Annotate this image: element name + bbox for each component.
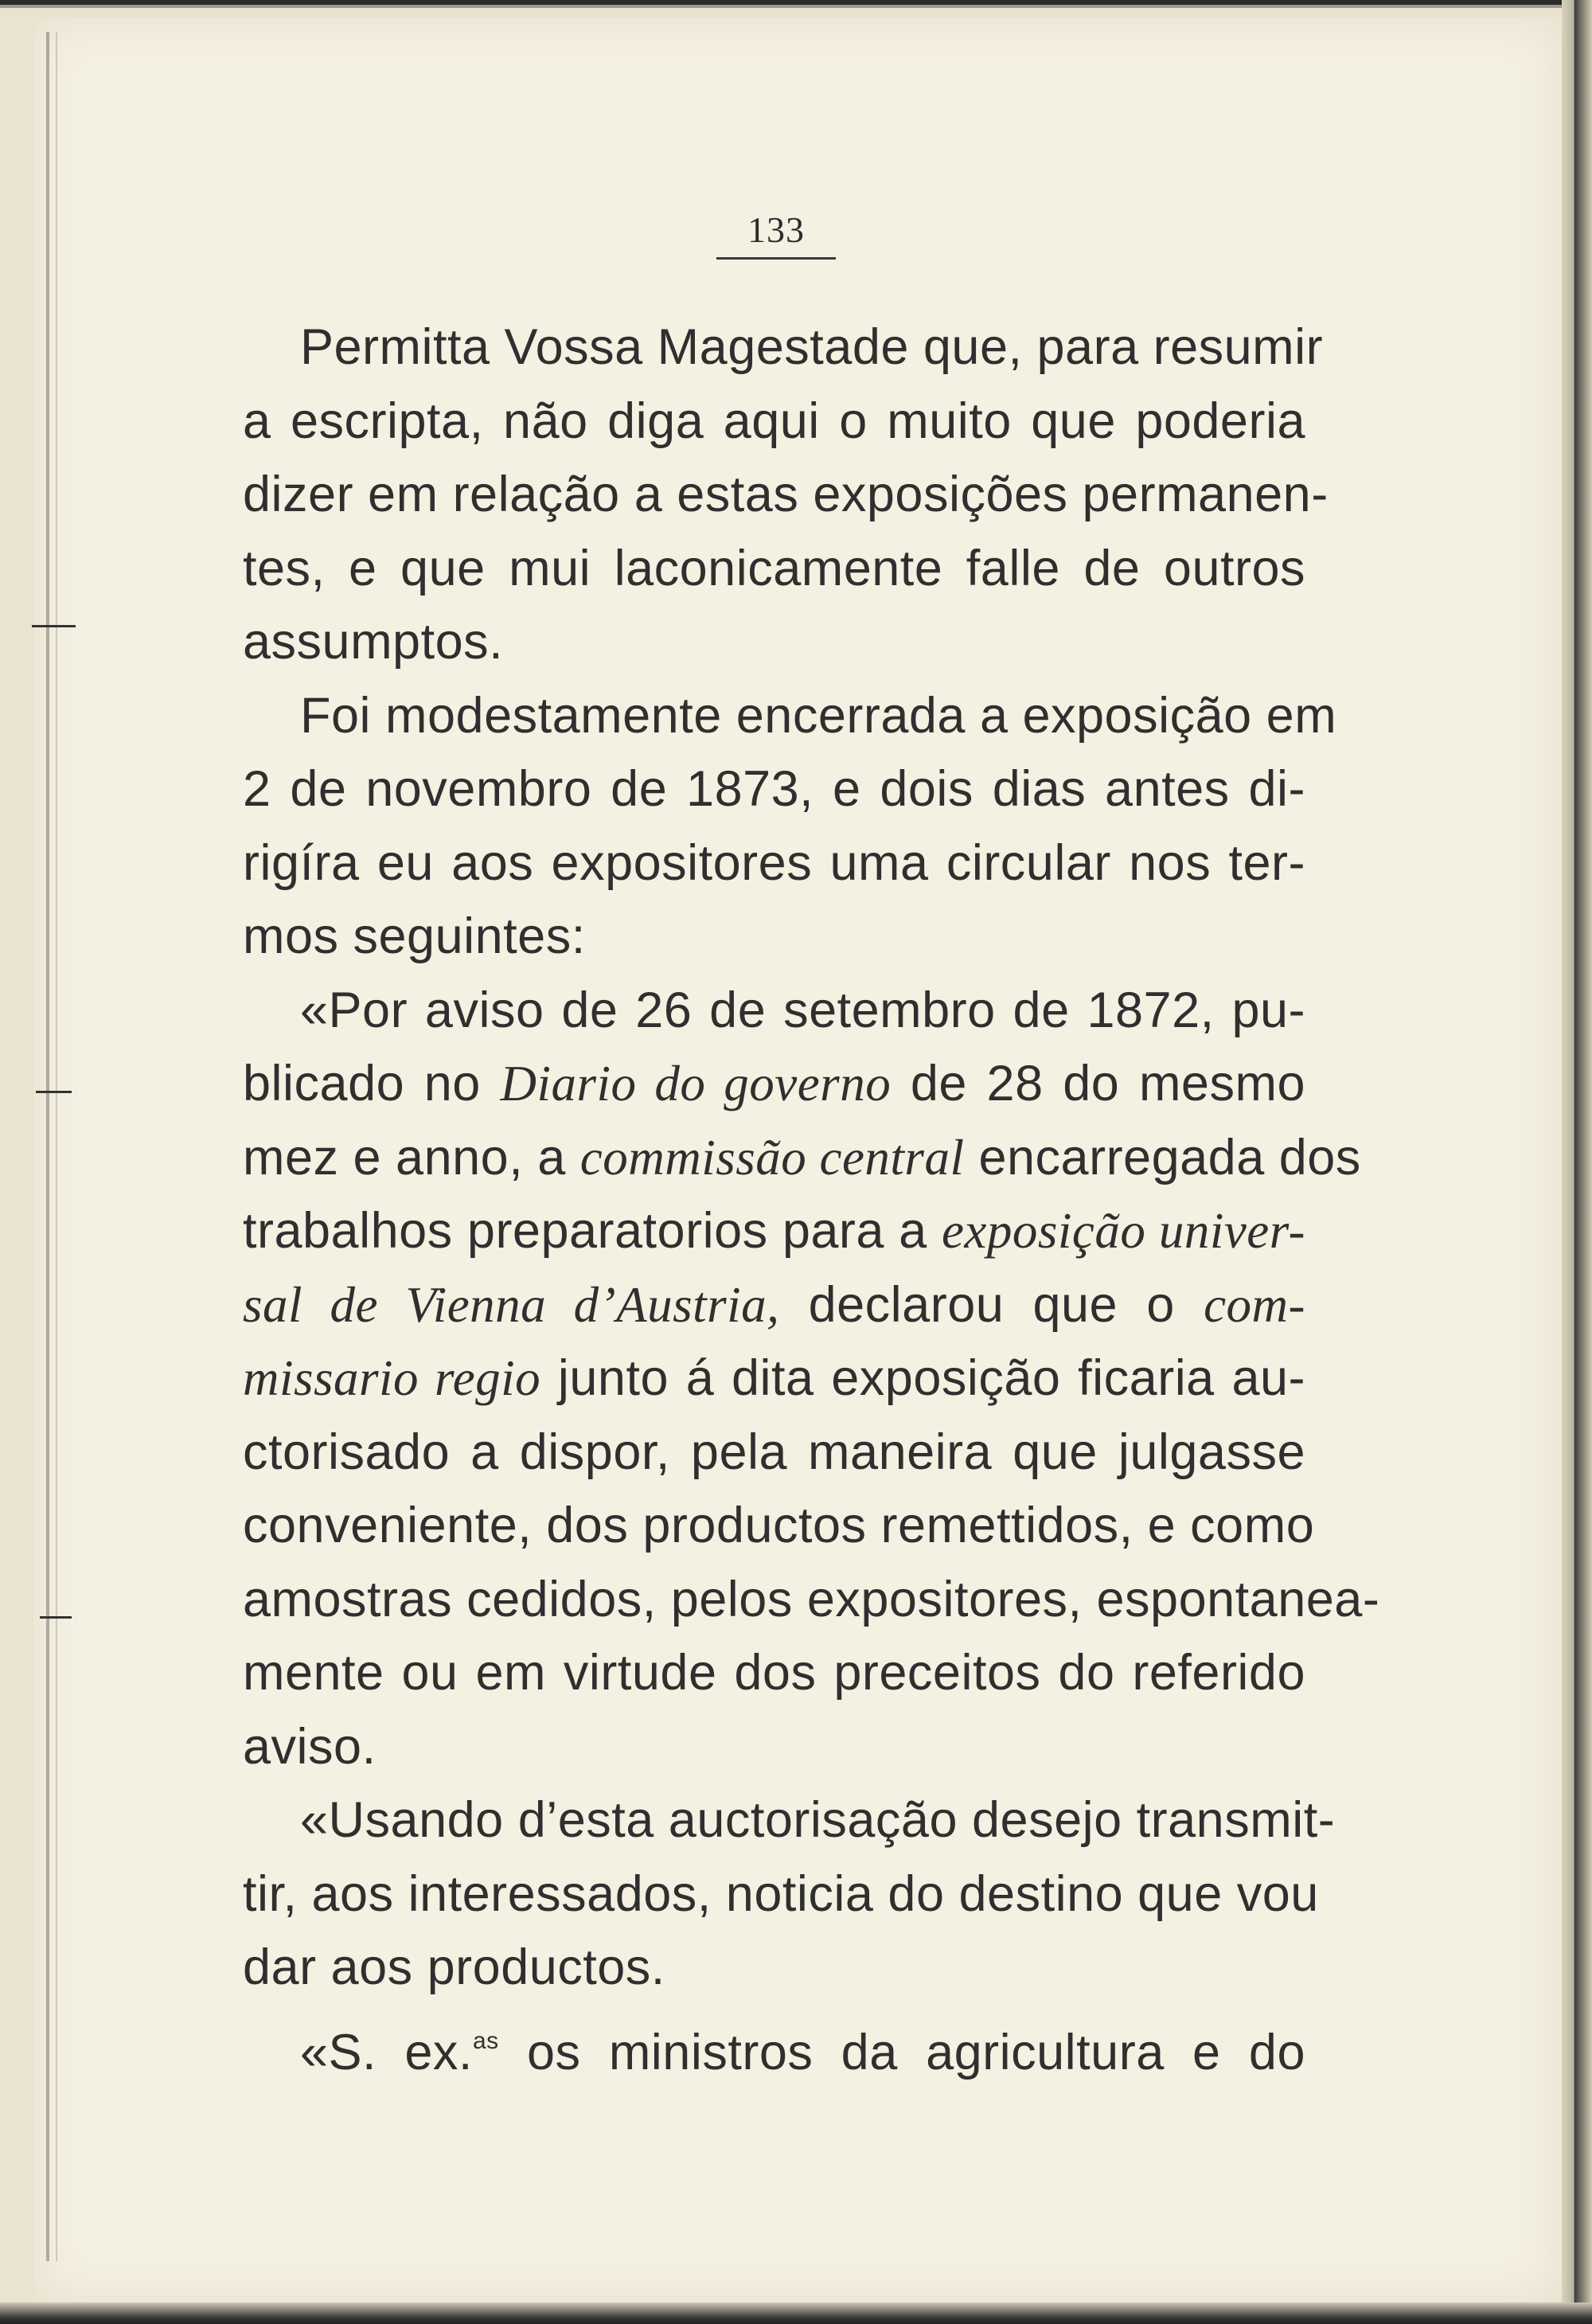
text-run: «S. ex. bbox=[300, 2024, 473, 2080]
text-run: «Por aviso de 26 de setembro de 1872, pu- bbox=[300, 982, 1305, 1038]
binding-rule-inner bbox=[56, 32, 57, 2261]
text-line bbox=[243, 605, 1305, 679]
text-run: «Usando d’esta auctorisação desejo transmit- bbox=[300, 1792, 1336, 1848]
text-line bbox=[243, 1563, 1380, 1637]
text-line bbox=[243, 1194, 1305, 1268]
text-line bbox=[243, 2005, 1305, 2079]
text-run: de 28 do mesmo bbox=[891, 1056, 1305, 1111]
text-line bbox=[243, 1710, 1305, 1784]
text-line bbox=[243, 1416, 1305, 1490]
text-line bbox=[243, 311, 1324, 385]
text-line bbox=[243, 1489, 1315, 1563]
text-run: conveniente, dos productos remettidos, e como bbox=[243, 1498, 1315, 1553]
page-number: 133 bbox=[747, 209, 805, 250]
text-line bbox=[243, 1121, 1361, 1195]
text-run: blicado no bbox=[243, 1056, 501, 1111]
text-run: a escripta, não diga aqui o muito que poderia bbox=[243, 393, 1305, 449]
text-run: tes, e que mui laconicamente falle de outros bbox=[243, 540, 1305, 596]
text-line bbox=[243, 532, 1305, 606]
binding-stitch-mark bbox=[36, 1091, 72, 1093]
text-run: Permitta Vossa Magestade que, para resumir bbox=[300, 319, 1324, 375]
text-run: declarou que o bbox=[779, 1276, 1204, 1333]
text-run: tir, aos interessados, noticia do destino que vou bbox=[243, 1865, 1319, 1922]
text-run: 2 de novembro de 1873, e dois dias antes di- bbox=[243, 761, 1305, 817]
italic-text: exposição univer- bbox=[941, 1203, 1306, 1259]
italic-text: sal de Vienna d’Austria, bbox=[243, 1276, 780, 1333]
text-run: os ministros da agricultura e do bbox=[498, 2024, 1306, 2080]
text-line bbox=[243, 1636, 1305, 1710]
text-run: mos seguintes: bbox=[243, 908, 586, 964]
text-line bbox=[243, 1342, 1305, 1416]
text-run: trabalhos preparatorios para a bbox=[243, 1203, 942, 1259]
header-rule bbox=[716, 257, 836, 260]
text-line bbox=[243, 752, 1305, 826]
text-line bbox=[243, 458, 1329, 532]
text-run: encarregada dos bbox=[964, 1129, 1361, 1185]
italic-text: Diario do governo bbox=[500, 1056, 892, 1111]
binding-rule bbox=[46, 32, 49, 2261]
text-run: mente ou em virtude dos preceitos do referido bbox=[243, 1645, 1305, 1701]
text-line bbox=[243, 1931, 1305, 2005]
binding-stitch-mark bbox=[40, 1616, 72, 1619]
text-run: ctorisado a dispor, pela maneira que julgasse bbox=[243, 1424, 1305, 1480]
text-line bbox=[243, 826, 1305, 900]
text-run: assumptos. bbox=[243, 614, 504, 670]
text-run: amostras cedidos, pelos expositores, espontanea- bbox=[243, 1571, 1380, 1627]
page-header bbox=[716, 209, 836, 260]
text-run: aviso. bbox=[243, 1718, 377, 1775]
binding-stitch-mark bbox=[32, 625, 76, 627]
text-line bbox=[243, 1047, 1305, 1121]
text-line bbox=[243, 1783, 1336, 1857]
page-right-edge bbox=[1562, 0, 1592, 2324]
text-run: dar aos productos. bbox=[243, 1939, 665, 1995]
body-text bbox=[243, 311, 1380, 2080]
text-line bbox=[243, 385, 1305, 459]
text-run: dizer em relação a estas exposições permanen- bbox=[243, 467, 1329, 522]
text-run: mez e anno, a bbox=[243, 1129, 580, 1185]
text-line bbox=[243, 974, 1305, 1048]
text-run: rigíra eu aos expositores uma circular nos ter- bbox=[243, 834, 1305, 891]
text-line bbox=[243, 1857, 1319, 1931]
scan-bottom-edge bbox=[0, 2303, 1592, 2324]
italic-text: com- bbox=[1204, 1276, 1306, 1333]
text-line bbox=[243, 900, 1305, 974]
text-line bbox=[243, 1268, 1305, 1342]
text-run: Foi modestamente encerrada a exposição em bbox=[300, 687, 1337, 744]
text-line bbox=[243, 679, 1337, 753]
italic-text: missario regio bbox=[243, 1350, 541, 1406]
text-run: junto á dita exposição ficaria au- bbox=[540, 1350, 1305, 1406]
superscript: as bbox=[472, 2027, 499, 2054]
italic-text: commissão central bbox=[579, 1129, 965, 1185]
